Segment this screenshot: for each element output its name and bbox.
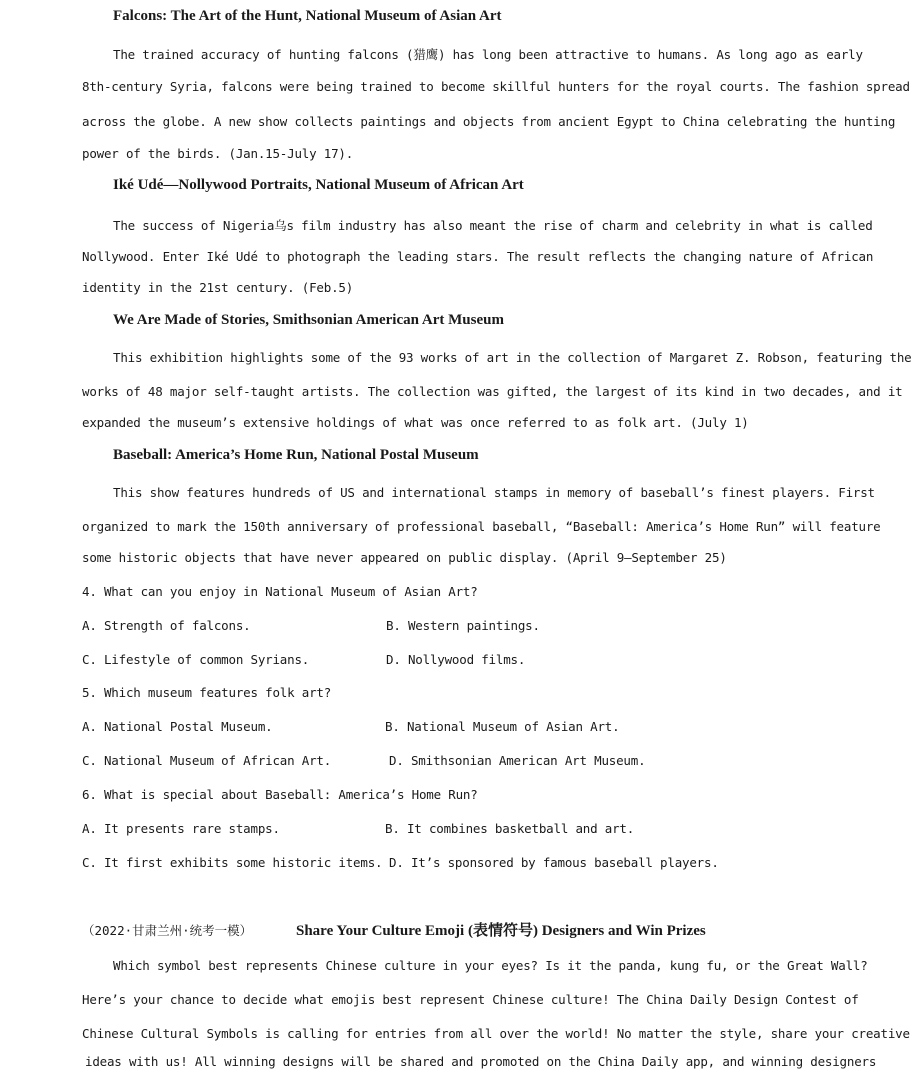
exhibition-heading: Falcons: The Art of the Hunt, National Museum of Asian Art	[113, 8, 502, 24]
paragraph-line: This exhibition highlights some of the 93 works of art in the collection of Margaret Z. Robson, featuring the	[113, 350, 912, 365]
paragraph-line: Which symbol best represents Chinese culture in your eyes? Is it the panda, kung fu, or the Great Wall?	[113, 958, 868, 973]
answer-option: A. National Postal Museum.	[82, 719, 273, 734]
question-stem: 6. What is special about Baseball: America’s Home Run?	[82, 787, 478, 802]
answer-option: C. National Museum of African Art.	[82, 753, 332, 768]
paragraph-line: The trained accuracy of hunting falcons (猎鹰) has long been attractive to humans. As long ago as early	[113, 47, 863, 62]
answer-option: A. It presents rare stamps.	[82, 821, 280, 836]
paragraph-line: 8th-century Syria, falcons were being trained to become skillful hunters for the royal courts. The fashion spread	[82, 79, 910, 94]
question-stem: 5. Which museum features folk art?	[82, 685, 332, 700]
paragraph-line: works of 48 major self-taught artists. The collection was gifted, the largest of its kind in two decades, and it	[82, 384, 903, 399]
paragraph-line: organized to mark the 150th anniversary of professional baseball, “Baseball: America’s Home Run” will feature	[82, 519, 881, 534]
answer-option: A. Strength of falcons.	[82, 618, 251, 633]
paragraph-line: The success of Nigeria乌s film industry has also meant the rise of charm and celebrity in what is called	[113, 218, 873, 233]
answer-option: D. It’s sponsored by famous baseball players.	[389, 855, 719, 870]
exhibition-heading: Baseball: America’s Home Run, National Postal Museum	[113, 447, 479, 463]
paragraph-line: This show features hundreds of US and international stamps in memory of baseball’s finest players. First	[113, 485, 875, 500]
answer-option: C. It first exhibits some historic items.	[82, 855, 383, 870]
answer-option: D. Smithsonian American Art Museum.	[389, 753, 646, 768]
paragraph-line: Chinese Cultural Symbols is calling for entries from all over the world! No matter the style, share your creative	[82, 1026, 910, 1041]
passage-source: （2022·甘肃兰州·统考一模）	[82, 923, 253, 938]
paragraph-line: Here’s your chance to decide what emojis best represent Chinese culture! The China Daily Design Contest of	[82, 992, 859, 1007]
answer-option: B. It combines basketball and art.	[385, 821, 635, 836]
paragraph-line: across the globe. A new show collects paintings and objects from ancient Egypt to China celebrating the hunting	[82, 114, 896, 129]
paragraph-line: some historic objects that have never appeared on public display. (April 9—September 25)	[82, 550, 727, 565]
paragraph-line: identity in the 21st century. (Feb.5)	[82, 280, 354, 295]
paragraph-line: Nollywood. Enter Iké Udé to photograph the leading stars. The result reflects the changing nature of African	[82, 249, 874, 264]
paragraph-line: power of the birds. (Jan.15-July 17).	[82, 146, 354, 161]
exhibition-heading: We Are Made of Stories, Smithsonian American Art Museum	[113, 312, 504, 328]
paragraph-line: ideas with us! All winning designs will be shared and promoted on the China Daily app, and winning designers	[85, 1054, 877, 1069]
answer-option: B. National Museum of Asian Art.	[385, 719, 620, 734]
paragraph-line: expanded the museum’s extensive holdings of what was once referred to as folk art. (July 1)	[82, 415, 749, 430]
exhibition-heading: Iké Udé—Nollywood Portraits, National Museum of African Art	[113, 177, 524, 193]
passage-title: Share Your Culture Emoji (表情符号) Designers and Win Prizes	[296, 923, 706, 939]
question-stem: 4. What can you enjoy in National Museum of Asian Art?	[82, 584, 478, 599]
answer-option: B. Western paintings.	[386, 618, 540, 633]
answer-option: D. Nollywood films.	[386, 652, 526, 667]
answer-option: C. Lifestyle of common Syrians.	[82, 652, 310, 667]
